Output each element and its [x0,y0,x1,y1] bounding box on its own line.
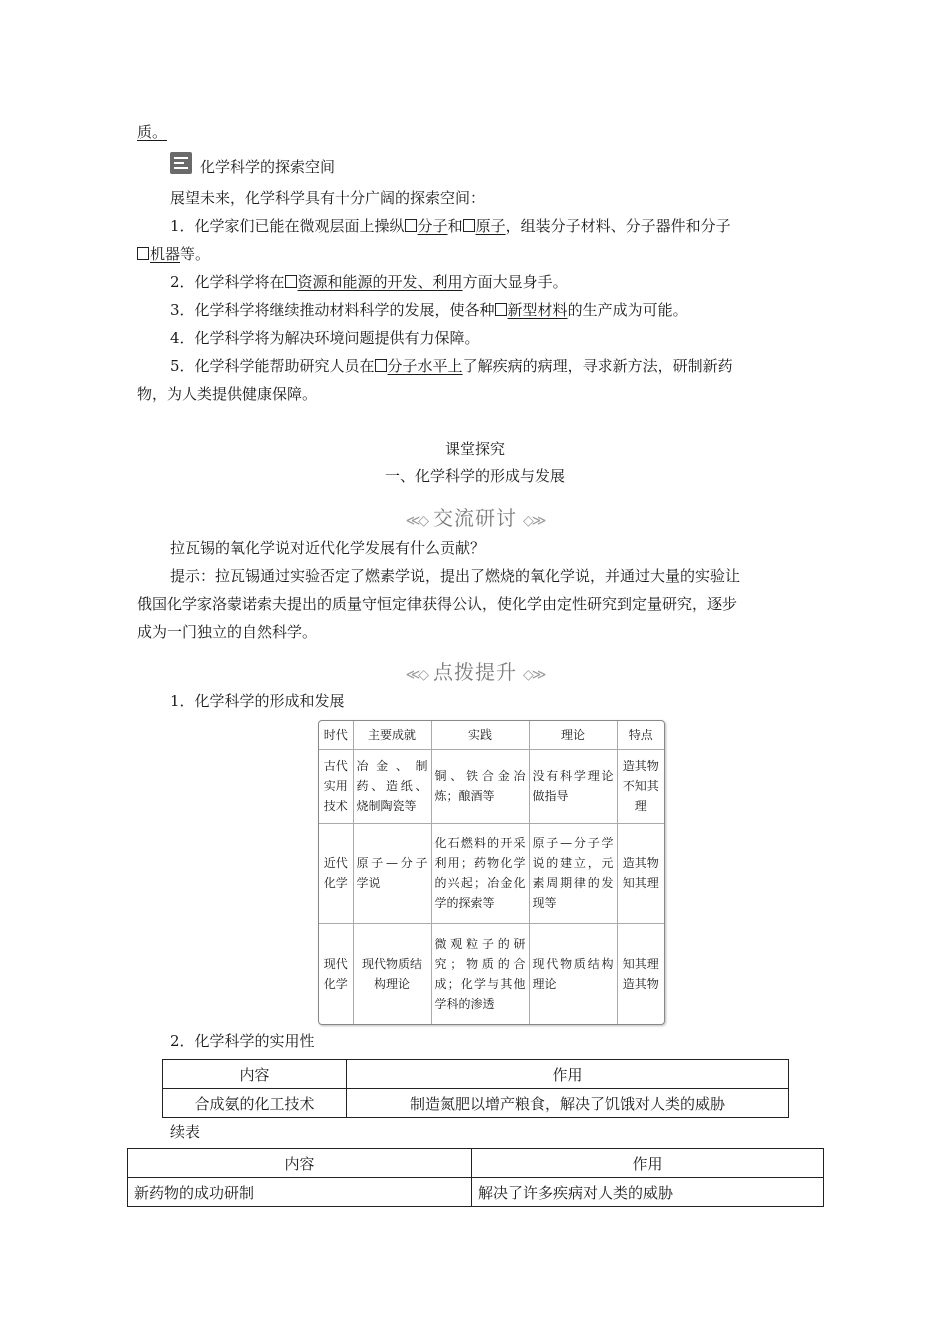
table-cell: 微观粒子的研究；物质的合成；化学与其他学科的渗透 [431,923,529,1024]
table-cell: 造其物知其理 [617,823,664,923]
table-header: 特点 [617,721,664,750]
list-section-icon [170,152,192,174]
table-cell: 近代化学 [319,823,353,923]
table-header: 实践 [431,721,529,750]
table-header: 作用 [347,1060,789,1089]
table-cell: 造其物不知其理 [617,750,664,823]
table-cell: 化石燃料的开采利用；药物化学的兴起；冶金化学的探索等 [431,823,529,923]
table-cell: 知其理造其物 [617,923,664,1024]
ornament-left-icon: ≪◇ [405,667,427,683]
table-cell: 原子—分子学说的建立，元素周期律的发现等 [529,823,617,923]
table-cell: 古代实用技术 [319,750,353,823]
discussion-banner: ≪◇ 交流研讨 ◇≫ [405,506,545,530]
table-cell: 现代物质结构理论 [353,923,431,1024]
table-header: 时代 [319,721,353,750]
table-row [319,823,664,923]
table-cell: 新药物的成功研制 [128,1178,472,1207]
table-cell: 制造氮肥以增产粮食，解决了饥饿对人类的威胁 [347,1089,789,1118]
table-cell: 合成氨的化工技术 [163,1089,347,1118]
ornament-left-icon: ≪◇ [405,513,427,529]
item-1: 1．化学家们已能在微观层面上操纵 分子和 原子，组装分子材料、分子器件和分子 [170,217,731,235]
table-header-row [128,1149,824,1178]
hint-line-1: 提示：拉瓦锡通过实验否定了燃素学说，提出了燃烧的氧化学说，并通过大量的实验让 [170,567,741,585]
inquiry-heading: 课堂探究 [444,440,505,458]
table-cell: 铜、铁合金冶炼；酿酒等 [431,750,529,823]
continued-label: 续表 [170,1123,201,1141]
table-cell: 现代化学 [319,923,353,1024]
table-header: 主要成就 [353,721,431,750]
guidance-banner: ≪◇ 点拨提升 ◇≫ [405,660,545,684]
table-header-row [163,1060,789,1089]
table-cell: 没有科学理论做指导 [529,750,617,823]
history-table [318,720,665,1025]
table-cell: 原子—分子学说 [353,823,431,923]
use-table-1 [162,1059,789,1118]
section-title: 化学科学的探索空间 [200,158,336,176]
ornament-right-icon: ◇≫ [523,667,545,683]
table-header: 内容 [163,1060,347,1089]
item-3: 3．化学科学将继续推动材料科学的发展，使各种 新型材料的生产成为可能。 [170,301,688,319]
point-2: 2．化学科学的实用性 [170,1032,315,1050]
item-5-cont: 物，为人类提供健康保障。 [137,385,318,403]
table-row [128,1178,824,1207]
hint-line-3: 成为一门独立的自然科学。 [137,623,318,641]
question-text: 拉瓦锡的氧化学说对近代化学发展有什么贡献？ [170,539,486,557]
item-4: 4．化学科学将为解决环境问题提供有力保障。 [170,329,480,347]
ornament-right-icon: ◇≫ [523,513,545,529]
table-header-row [319,721,664,750]
section-intro: 展望未来，化学科学具有十分广阔的探索空间： [170,189,486,207]
table-row [163,1089,789,1118]
table-row [319,750,664,823]
table-cell: 解决了许多疾病对人类的威胁 [472,1178,824,1207]
point-1: 1．化学科学的形成和发展 [170,692,345,710]
inquiry-subheading: 一、化学科学的形成与发展 [384,467,565,485]
table-header: 内容 [128,1149,472,1178]
item-2: 2．化学科学将在 资源和能源的开发、利用方面大显身手。 [170,273,568,291]
item-1-cont: 机器等。 [137,243,210,265]
table-row [319,923,664,1024]
use-table-2 [127,1148,824,1207]
table-header: 理论 [529,721,617,750]
hint-line-2: 俄国化学家洛蒙诺索夫提出的质量守恒定律获得公认，使化学由定性研究到定量研究，逐步 [137,595,738,613]
table-cell: 冶金、制药、造纸、烧制陶瓷等 [353,750,431,823]
table-header: 作用 [472,1149,824,1178]
table-cell: 现代物质结构理论 [529,923,617,1024]
item-5: 5．化学科学能帮助研究人员在 分子水平上了解疾病的病理，寻求新方法，研制新药 [170,357,733,375]
continued-text: 质。 [137,123,168,141]
